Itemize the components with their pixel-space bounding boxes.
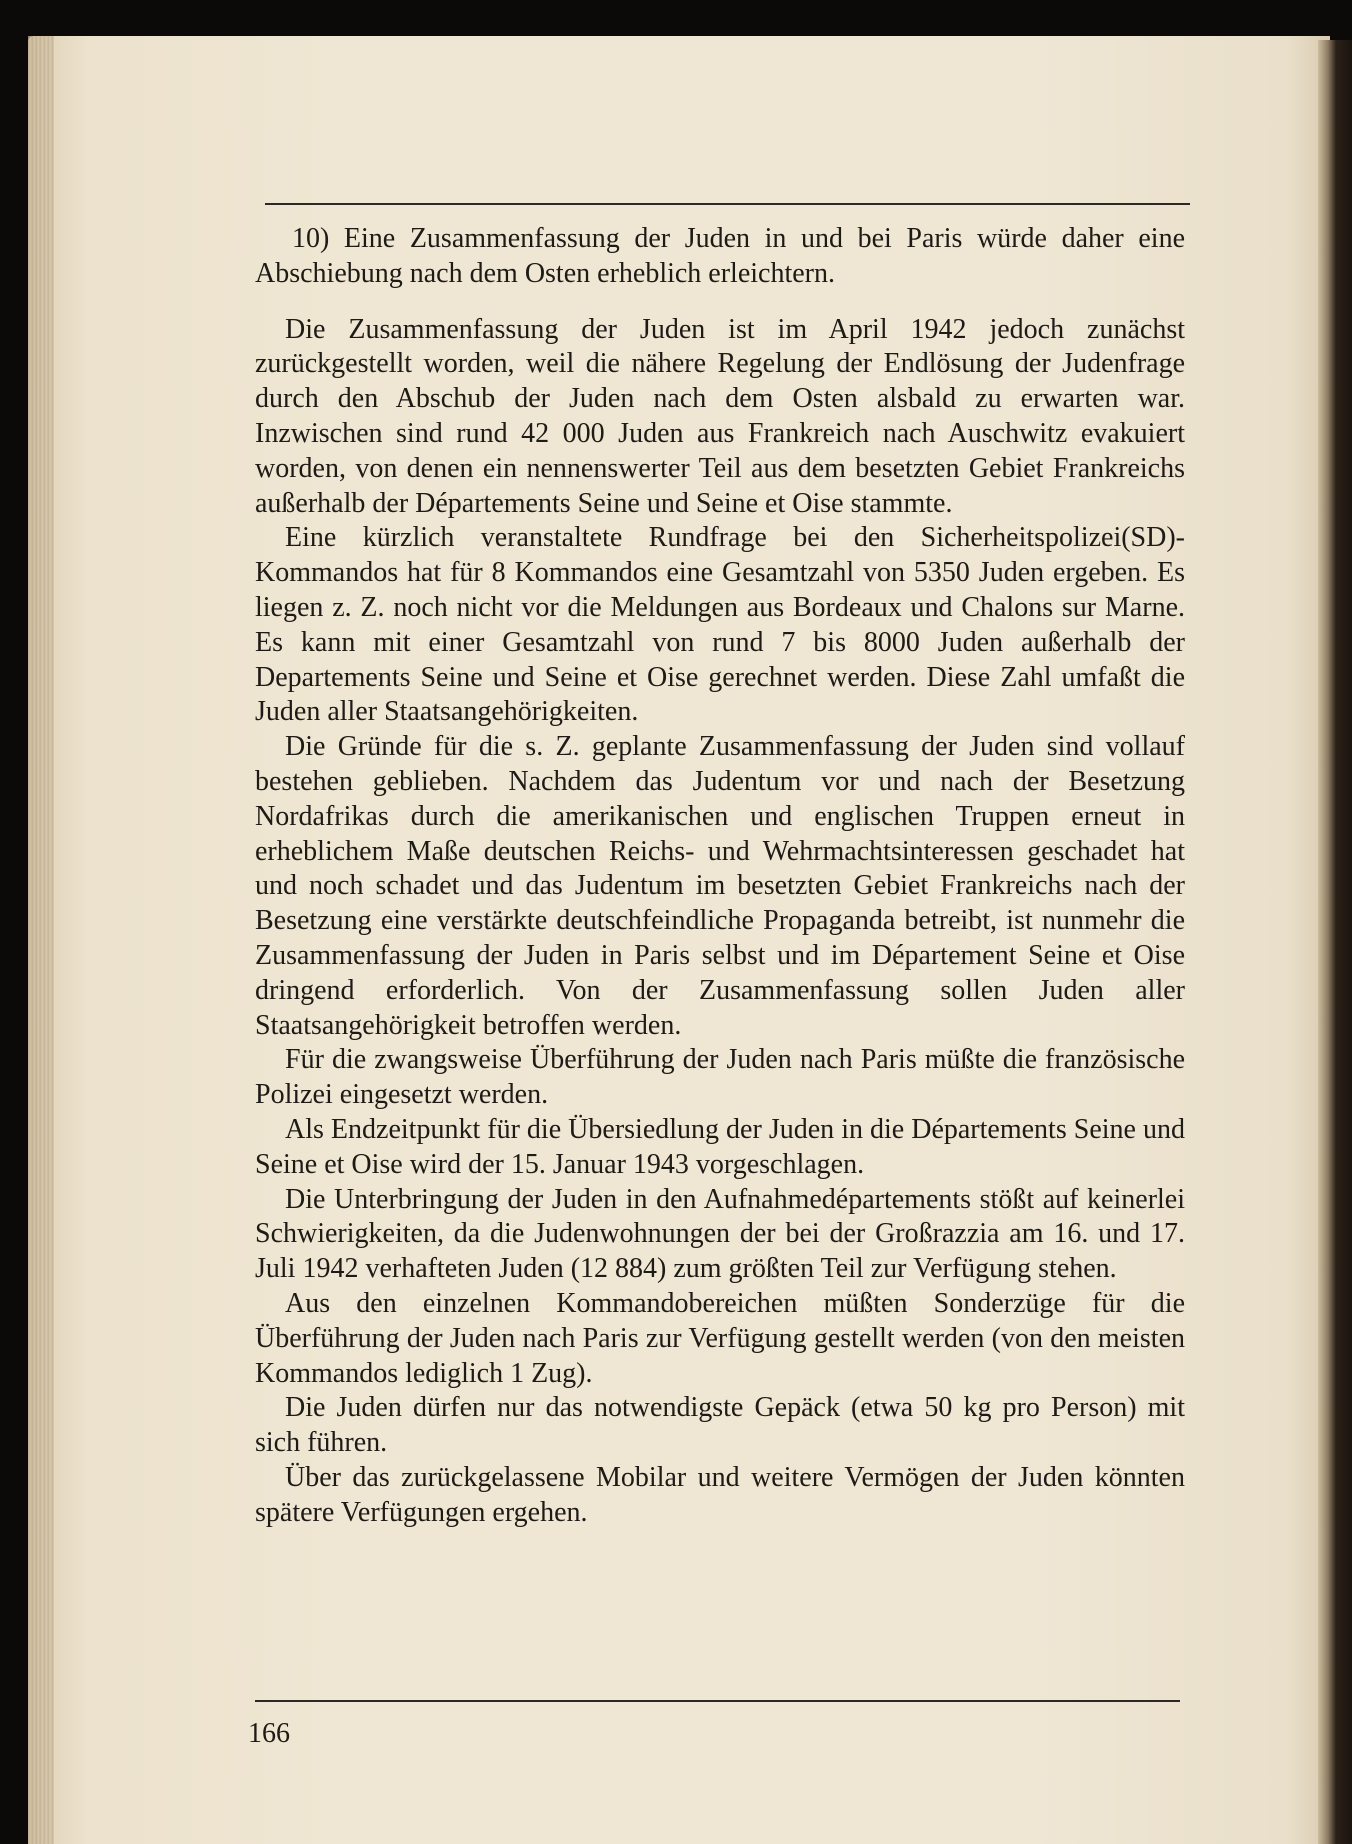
top-rule [265,203,1190,205]
body-text [255,222,1185,1530]
paragraph-1: 10) Eine Zusammenfassung der Juden in und bei Paris würde daher eine Abschiebung nach dem Osten erheblich erleichtern. [255,223,1185,289]
paragraph-8: Aus den einzelnen Kommandobereichen müßten Sonderzüge für die Überführung der Juden nach Paris zur Verfügung gestellt werden (von den meisten Kommandos lediglich 1 Zug). [255,1287,1185,1389]
page-number: 166 [248,1718,290,1749]
paragraph-3: Eine kürzlich veranstaltete Rundfrage bei den Sicherheitspolizei(SD)-Kommandos hat für 8 Kommandos eine Gesamtzahl von 5350 Juden ergeben. Es liegen z. Z. noch nicht vor die Meldungen aus Bordeaux und Chalons sur Marne. Es kann mit einer Gesamtzahl von rund 7 bis 8000 Juden außerhalb der Departements Seine und Seine et Oise gerechnet werden. Diese Zahl umfaßt die Juden aller Staatsangehörigkeiten. [255,522,1185,728]
paragraph-2: Die Zusammenfassung der Juden ist im April 1942 jedoch zunächst zurückgestellt worden, weil die nähere Regelung der Endlösung der Judenfrage durch den Abschub der Juden nach dem Osten alsbald zu erwarten war. Inzwischen sind rund 42 000 Juden aus Frankreich nach Auschwitz evakuiert worden, von denen ein nennenswerter Teil aus dem besetzten Gebiet Frankreichs außerhalb der Départements Seine und Seine et Oise stammte. [255,313,1185,519]
paragraph-6: Als Endzeitpunkt für die Übersiedlung der Juden in die Départements Seine und Seine et Oise wird der 15. Januar 1943 vorgeschlagen. [255,1113,1185,1180]
book-binding-edge-right [1318,40,1352,1844]
bottom-rule [255,1700,1180,1702]
paragraph-5: Für die zwangsweise Überführung der Juden nach Paris müßte die französische Polizei eingesetzt werden. [255,1044,1185,1111]
paragraph-7: Die Unterbringung der Juden in den Aufnahmedépartements stößt auf keinerlei Schwierigkeiten, da die Judenwohnungen der bei der Großrazzia am 16. und 17. Juli 1942 verhafteten Juden (12 884) zum größten Teil zur Verfügung stehen. [255,1183,1185,1285]
paragraph-9: Die Juden dürfen nur das notwendigste Gepäck (etwa 50 kg pro Person) mit sich führen. [255,1392,1185,1459]
page-stack-edge-left [28,36,54,1844]
paragraph-10: Über das zurückgelassene Mobilar und weitere Vermögen der Juden könnten spätere Verfügungen ergehen. [255,1461,1185,1528]
paragraph-4: Die Gründe für die s. Z. geplante Zusammenfassung der Juden sind vollauf bestehen geblieben. Nachdem das Judentum vor und nach der Besetzung Nordafrikas durch die amerikanischen und englischen Truppen erneut in erheblichem Maße deutschen Reichs- und Wehrmachtsinteressen geschadet hat und noch schadet und das Judentum im besetzten Gebiet Frankreichs nach der Besetzung eine verstärkte deutschfeindliche Propaganda betreibt, ist nunmehr die Zusammenfassung der Juden in Paris selbst und im Département Seine et Oise dringend erforderlich. Von der Zusammenfassung sollen Juden aller Staatsangehörigkeit betroffen werden. [255,731,1185,1041]
